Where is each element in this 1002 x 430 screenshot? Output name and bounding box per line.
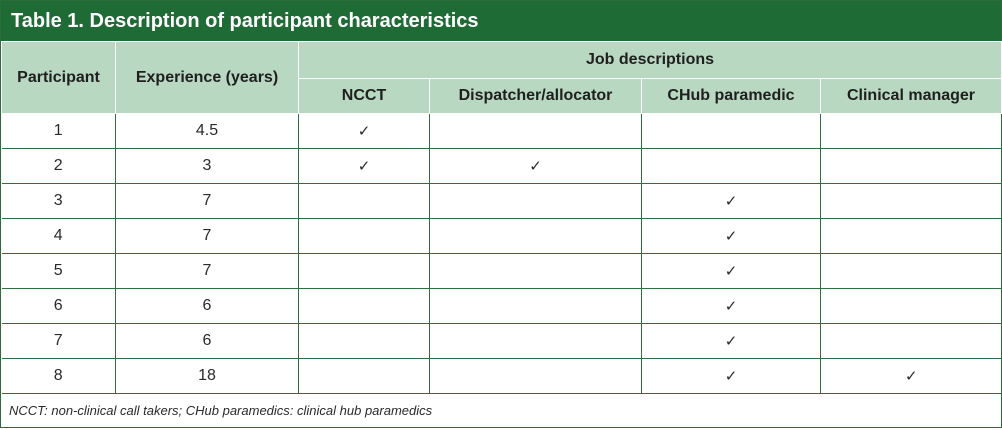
clinical-manager-mark-cell bbox=[821, 324, 1002, 359]
table-row bbox=[2, 114, 1002, 149]
clinical-manager-mark-cell bbox=[821, 114, 1002, 149]
clinical-manager-mark-cell bbox=[821, 359, 1002, 394]
header-participant: Participant bbox=[2, 42, 116, 114]
checkmark-icon: ✓ bbox=[357, 121, 371, 140]
clinical-manager-mark-cell bbox=[821, 149, 1002, 184]
participant-cell: 2 bbox=[2, 149, 116, 184]
table-row bbox=[2, 289, 1002, 324]
participant-cell: 7 bbox=[2, 324, 116, 359]
experience-cell: 3 bbox=[116, 149, 299, 184]
checkmark-icon: ✓ bbox=[529, 156, 542, 175]
header-clinical-manager: Clinical manager bbox=[821, 79, 1002, 114]
participant-cell: 1 bbox=[2, 114, 116, 149]
dispatcher-allocator-mark-cell bbox=[430, 359, 642, 394]
chub-paramedic-mark-cell bbox=[642, 219, 821, 254]
checkmark-icon: ✓ bbox=[724, 191, 738, 210]
table-row bbox=[2, 184, 1002, 219]
participant-cell: 4 bbox=[2, 219, 116, 254]
experience-cell: 6 bbox=[116, 324, 299, 359]
dispatcher-allocator-mark-cell bbox=[430, 184, 642, 219]
checkmark-icon: ✓ bbox=[724, 226, 738, 245]
header-ncct: NCCT bbox=[299, 79, 430, 114]
participant-cell: 8 bbox=[2, 359, 116, 394]
experience-cell: 4.5 bbox=[116, 114, 299, 149]
participant-cell: 3 bbox=[2, 184, 116, 219]
chub-paramedic-mark-cell bbox=[642, 289, 821, 324]
header-dispatcher-allocator: Dispatcher/allocator bbox=[430, 79, 642, 114]
checkmark-icon: ✓ bbox=[724, 331, 738, 350]
dispatcher-allocator-mark-cell bbox=[430, 254, 642, 289]
ncct-mark-cell bbox=[299, 184, 430, 219]
dispatcher-allocator-mark-cell bbox=[430, 114, 642, 149]
checkmark-icon: ✓ bbox=[724, 261, 738, 280]
ncct-mark-cell bbox=[299, 219, 430, 254]
participant-cell: 6 bbox=[2, 289, 116, 324]
dispatcher-allocator-mark-cell bbox=[430, 149, 642, 184]
experience-cell: 7 bbox=[116, 254, 299, 289]
table-body bbox=[2, 114, 1002, 394]
dispatcher-allocator-mark-cell bbox=[430, 219, 642, 254]
table-footnote: NCCT: non-clinical call takers; CHub paramedics: clinical hub paramedics bbox=[9, 403, 433, 418]
experience-cell: 7 bbox=[116, 184, 299, 219]
chub-paramedic-mark-cell bbox=[642, 254, 821, 289]
table-title: Table 1. Description of participant characteristics bbox=[1, 1, 1001, 41]
clinical-manager-mark-cell bbox=[821, 289, 1002, 324]
experience-cell: 6 bbox=[116, 289, 299, 324]
clinical-manager-mark-cell bbox=[821, 254, 1002, 289]
experience-cell: 18 bbox=[116, 359, 299, 394]
participant-table bbox=[1, 41, 1002, 394]
ncct-mark-cell bbox=[299, 324, 430, 359]
table-row bbox=[2, 254, 1002, 289]
dispatcher-allocator-mark-cell bbox=[430, 324, 642, 359]
chub-paramedic-mark-cell bbox=[642, 114, 821, 149]
checkmark-icon: ✓ bbox=[357, 156, 371, 175]
header-job-descriptions: Job descriptions bbox=[299, 42, 1002, 79]
table-row bbox=[2, 324, 1002, 359]
table-row bbox=[2, 219, 1002, 254]
participant-cell: 5 bbox=[2, 254, 116, 289]
header-chub-paramedic: CHub paramedic bbox=[642, 79, 821, 114]
clinical-manager-mark-cell bbox=[821, 219, 1002, 254]
experience-cell: 7 bbox=[116, 219, 299, 254]
chub-paramedic-mark-cell bbox=[642, 359, 821, 394]
checkmark-icon: ✓ bbox=[904, 366, 918, 385]
chub-paramedic-mark-cell bbox=[642, 149, 821, 184]
ncct-mark-cell bbox=[299, 289, 430, 324]
ncct-mark-cell bbox=[299, 149, 430, 184]
header-experience: Experience (years) bbox=[116, 42, 299, 114]
chub-paramedic-mark-cell bbox=[642, 184, 821, 219]
table-row bbox=[2, 149, 1002, 184]
clinical-manager-mark-cell bbox=[821, 184, 1002, 219]
dispatcher-allocator-mark-cell bbox=[430, 289, 642, 324]
checkmark-icon: ✓ bbox=[724, 296, 738, 315]
checkmark-icon: ✓ bbox=[724, 366, 738, 385]
table-row bbox=[2, 359, 1002, 394]
ncct-mark-cell bbox=[299, 114, 430, 149]
ncct-mark-cell bbox=[299, 359, 430, 394]
chub-paramedic-mark-cell bbox=[642, 324, 821, 359]
ncct-mark-cell bbox=[299, 254, 430, 289]
